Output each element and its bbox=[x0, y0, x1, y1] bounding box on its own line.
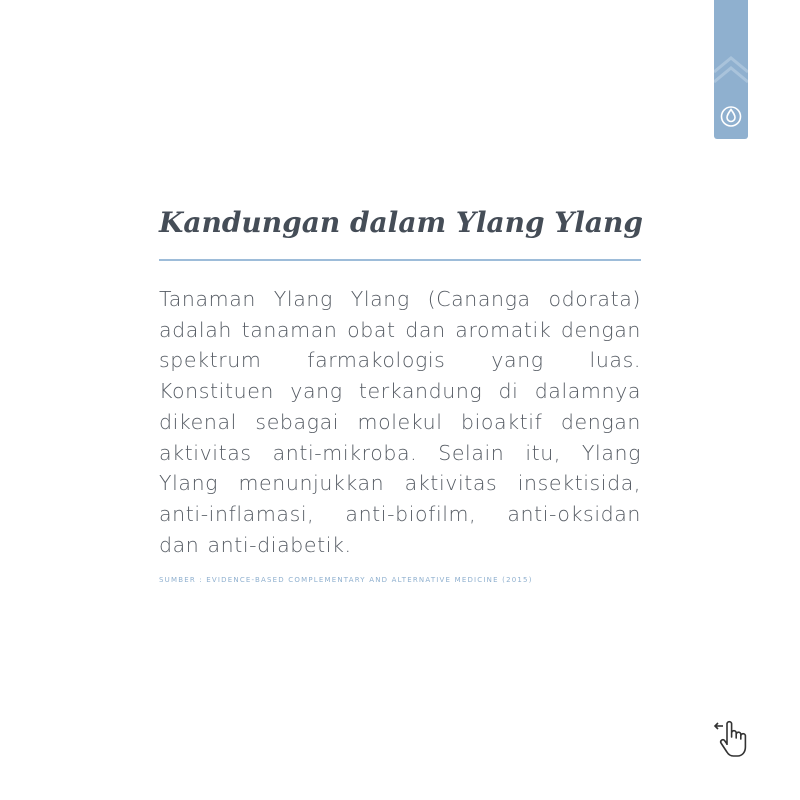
swipe-left-hand-icon[interactable] bbox=[712, 717, 754, 759]
water-drop-icon bbox=[719, 104, 743, 128]
page-title: Kandungan dalam Ylang Ylang bbox=[159, 206, 643, 239]
chevron-up-icon bbox=[714, 50, 748, 90]
bookmark-tab bbox=[714, 0, 748, 139]
title-divider bbox=[159, 259, 641, 261]
body-paragraph: Tanaman Ylang Ylang (Cananga odorata) adalah tanaman obat dan aromatik dengan spektrum farmakologis yang luas. Konstituen yang terkandung di dalamnya dikenal sebagai molekul bioaktif dengan aktivitas anti-mikroba. Selain itu, Ylang Ylang menunjukkan aktivitas insektisida, anti-inflamasi, anti-biofilm, anti-oksidan dan anti-diabetik. bbox=[159, 287, 641, 557]
source-citation: SUMBER : EVIDENCE-BASED COMPLEMENTARY AND ALTERNATIVE MEDICINE (2015) bbox=[159, 576, 533, 584]
